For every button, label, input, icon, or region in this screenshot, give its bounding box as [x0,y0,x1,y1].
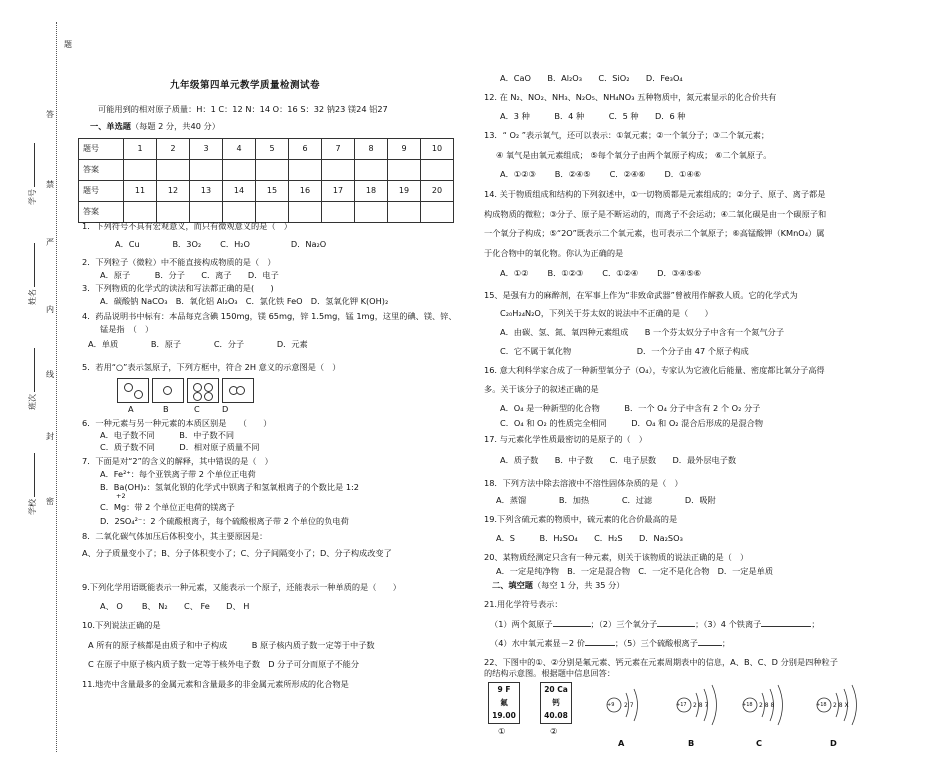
question-number: 10 [421,139,454,160]
question-number: 20 [421,181,454,202]
class-field[interactable] [28,348,38,410]
question-number: 12 [157,181,190,202]
element-mass: 19.00 [492,711,516,720]
question-number: 5 [256,139,289,160]
answer-blank[interactable] [553,626,591,627]
q5-option-d-box [222,378,254,403]
question-number: 17 [322,181,355,202]
seal-char: 密 [46,497,54,506]
particle-label: D [830,738,837,748]
question-number: 9 [388,139,421,160]
answer-blank[interactable] [761,626,811,627]
question-22-cont: 的结构示意图。根据题中信息回答： [484,668,616,678]
answer-blank[interactable] [657,626,695,627]
question-15-cont: C₂₀H₂₄N₂O，下列关于芬太奴的说法中不正确的是（ ） [500,308,713,318]
particle-label: A [618,738,625,748]
seal-char: 题 [64,40,72,49]
question-19: 19.下列含硫元素的物质中，硫元素的化合价最高的是 [484,514,678,524]
question-2-options: A．原子 B．分子 C．离子 D．电子 [100,270,279,280]
question-12: 12. 在 N₂、NO₂、NH₃、N₂O₅、NH₄NO₃ 五种物质中，氮元素显示的化合价共有 [484,92,777,102]
question-7-option-d: D．2SO₄²⁻：2 个硫酸根离子，每个硫酸根离子带 2 个单位的负电荷 [100,516,349,526]
particle-shells: 2 8 X [833,702,849,709]
question-22: 22、下图中的①、②分别是氟元素、钙元素在元素周期表中的信息，A、B、C、D 分别是四种粒子 [484,657,838,667]
seal-char: 禁 [46,180,54,189]
element-number-symbol: 20 Ca [544,685,568,694]
question-number: 2 [157,139,190,160]
question-3: 3．下列物质的化学式的读法和写法都正确的是( ) [82,283,274,293]
seal-char: 封 [46,432,54,441]
question-21: 21.用化学符号表示： [484,599,563,609]
question-18: 18．下列方法中除去溶液中不溶性固体杂质的是（ ） [484,478,683,488]
particle-nucleus: +17 [676,702,687,708]
answer-cell[interactable] [421,202,454,223]
question-7: 7．下面是对“2”的含义的解释，其中错误的是（ ） [82,456,273,466]
question-number: 13 [190,181,223,202]
q7-superscript: +2 [116,492,126,500]
particle-shells: 2 8 7 [693,702,709,709]
particle-nucleus: +18 [816,702,827,708]
section-note: （每题 2 分，共40 分） [130,121,220,131]
element-mass: 40.08 [544,711,568,720]
question-10-options-cd: C 在原子中原子核内质子数一定等于核外电子数 D 分子可分而原子不能分 [88,659,360,669]
answer-cell[interactable] [256,202,289,223]
blank-prompt: （4）水中氧元素显－2 价 [490,638,585,648]
answer-cell[interactable] [190,160,223,181]
section1-heading [90,121,220,131]
particle-nucleus: +18 [742,702,753,708]
question-number: 4 [223,139,256,160]
element-card-calcium [540,682,572,724]
answer-cell[interactable] [256,160,289,181]
question-8: 8．二氧化碳气体加压后体积变小，其主要原因是： [82,531,268,541]
table-header: 答案 [79,160,124,181]
q5-label-d: D [222,404,229,414]
answer-cell[interactable] [157,160,190,181]
question-2: 2．下列粒子（微粒）中不能直接构成物质的是（ ） [82,257,276,267]
question-number: 14 [223,181,256,202]
question-8-options: A、分子质量变小了；B、分子体积变小了；C、分子间隔变小了；D、分子构成改变了 [82,548,392,558]
question-7-option-b: B．Ba(OH)₂：氢氧化钡的化学式中钡离子和氢氧根离子的个数比是 1:2 [100,482,359,492]
question-number: 19 [388,181,421,202]
question-11: 11.地壳中含量最多的金属元素和含量最多的非金属元素所形成的化合物是 [82,679,349,689]
question-number: 16 [289,181,322,202]
answer-cell[interactable] [289,160,322,181]
blank-prompt: ； [721,638,731,648]
question-4-cont: 锰是指 （ ） [100,324,154,334]
element-mark: ② [550,726,558,736]
question-6-options-ab: A．电子数不同 B．中子数不同 [100,430,235,440]
table-header: 题号 [79,139,124,160]
question-10: 10.下列说法正确的是 [82,620,161,630]
answer-cell[interactable] [157,202,190,223]
seal-char: 内 [46,305,54,314]
answer-cell[interactable] [124,202,157,223]
question-number: 1 [124,139,157,160]
question-14-cont1: 构成物质的微粒；③分子、原子是不断运动的，而离子不会运动；④二氧化碳是由一个碳原子和 [484,209,827,219]
q5-option-a-box [117,378,149,403]
question-6: 6．一种元素与另一种元素的本质区别是 （ ） [82,418,272,428]
question-9-options: A、 O B、 N₂ C、 Fe D、 H [100,601,250,611]
field-label: 学校 [28,499,37,515]
answer-cell[interactable] [223,202,256,223]
question-17-options: A．质子数 B．中子数 C．电子层数 D．最外层电子数 [500,455,737,465]
answer-table [78,138,454,223]
question-1-options: A．Cu B．3O₂ C．H₂O D．Na₂O [115,239,327,249]
question-7-option-c: C．Mg：带 2 个单位正电荷的镁离子 [100,502,235,512]
question-13: 13．“ O₂ ”表示氧气，还可以表示：①氧元素；②一个氧分子；③二个氧元素； [484,130,770,140]
question-4-options: A．单质 B．原子 C．分子 D．元素 [88,339,308,349]
question-number: 8 [355,139,388,160]
answer-blank[interactable] [698,645,722,646]
question-number: 3 [190,139,223,160]
question-14-options: A．①② B．①②③ C．①②④ D．③④⑤⑥ [500,268,702,278]
particle-label: C [756,738,763,748]
seal-char: 严 [46,238,54,247]
section-title: 二、填空题 [492,580,533,590]
question-13-options: A．①②③ B．②④⑤ C．②④⑥ D．①④⑥ [500,169,702,179]
question-11-options: A．CaO B．Al₂O₃ C．SiO₂ D．Fe₃O₄ [500,73,683,83]
question-15-options-ab: A．由碳、氢、氮、氧四种元素组成 B 一个芬太奴分子中含有一个氮气分子 [500,327,785,337]
blank-prompt: ；（2）三个氧分子 [590,619,658,629]
question-number: 7 [322,139,355,160]
answer-cell[interactable] [388,160,421,181]
q5-label-c: C [194,404,200,414]
answer-cell[interactable] [322,202,355,223]
answer-cell[interactable] [355,202,388,223]
question-5: 5．若用“○”表示氢原子，下列方框中，符合 2H 意义的示意图是（ ） [82,362,341,372]
element-name: 钙 [552,698,560,707]
q5-option-c-box [187,378,219,403]
question-7-option-a: A．Fe²⁺：每个亚铁离子带 2 个单位正电荷 [100,469,256,479]
question-21-line1 [490,619,820,629]
particle-shells: 2 7 [624,702,634,709]
answer-cell[interactable] [124,160,157,181]
particle-shells: 2 8 8 [759,702,775,709]
atomic-masses: 可能用到的相对原子质量：H：1 C：12 N：14 O：16 S：32 钠23 镁24 铝27 [98,104,388,114]
question-20-options: A．一定是纯净物 B．一定是混合物 C．一定不是化合物 D．一定是单质 [496,566,774,576]
question-14-cont2: 一个氧分子构成；⑤“2O”既表示二个氧元素，也可表示二个氧原子；⑥高锰酸钾（KMnO₄）属 [484,228,825,238]
question-15-options-cd: C．它不属于氧化物 D．一个分子由 47 个原子构成 [500,346,749,356]
question-6-options-cd: C．质子数不同 D．相对原子质量不同 [100,442,260,452]
field-label: 学号 [28,189,37,205]
element-number-symbol: 9 F [497,685,511,694]
answer-cell[interactable] [388,202,421,223]
question-14: 14. 关于物质组成和结构的下列叙述中，①一切物质都是元素组成的；②分子、原子、离子都是 [484,189,826,199]
particle-label: B [688,738,695,748]
question-9: 9.下列化学用语既能表示一种元素，又能表示一个原子，还能表示一种单质的是（ ） [82,582,401,592]
answer-cell[interactable] [355,160,388,181]
question-number: 18 [355,181,388,202]
answer-cell[interactable] [190,202,223,223]
table-header: 答案 [79,202,124,223]
field-label: 姓名 [28,289,37,305]
answer-cell[interactable] [421,160,454,181]
question-21-line2 [490,638,730,648]
question-4: 4．药品说明书中标有：本品每克含碘 150mg，镁 65mg，锌 1.5mg，锰 1mg，这里的碘、镁、锌、 [82,311,457,321]
blank-prompt: ；（5）三个硫酸根离子 [614,638,698,648]
section2-heading [492,580,625,590]
section-note: （每空 1 分，共 35 分） [532,580,625,590]
answer-blank[interactable] [585,645,615,646]
question-16-options-ab: A．O₄ 是一种新型的化合物 B．一个 O₄ 分子中含有 2 个 O₂ 分子 [500,403,761,413]
question-16-options-cd: C．O₄ 和 O₂ 的性质完全相同 D．O₄ 和 O₂ 混合后形成的是混合物 [500,418,764,428]
question-12-options: A．3 种 B．4 种 C．5 种 D．6 种 [500,111,686,121]
page-title: 九年级第四单元教学质量检测试卷 [170,80,321,91]
blank-prompt: ； [811,619,820,629]
question-16: 16. 意大利科学家合成了一种新型氧分子（O₄），专家认为它液化后能量、密度都比氧分子高得 [484,365,825,375]
element-name: 氟 [500,698,508,707]
question-13-cont: ④ 氧气是由氧元素组成； ⑤每个氧分子由两个氧原子构成； ⑥二个氧原子。 [496,150,772,160]
question-18-options: A．蒸馏 B．加热 C．过滤 D．吸附 [496,495,716,505]
question-number: 15 [256,181,289,202]
seal-char: 线 [46,370,54,379]
blank-prompt: （1）两个氮原子 [490,619,553,629]
q5-option-b-box [152,378,184,403]
binding-margin [0,0,70,763]
seal-dotted-line [56,22,57,752]
question-10-options-ab: A 所有的原子核都是由质子和中子构成 B 原子核内质子数一定等于中子数 [88,640,375,650]
q5-label-a: A [128,404,134,414]
question-1: 1．下列符号不具有宏观意义，而只有微观意义的是（ ） [82,221,292,231]
question-14-cont3: 于化合物中的氧化物。你认为正确的是 [484,248,624,258]
seal-char: 答 [46,110,54,119]
section-title: 一、单选题 [90,121,131,131]
particle-nucleus: +9 [607,702,615,708]
question-15: 15、是强有力的麻醉剂，在军事上作为“非致命武器”曾被用作解救人质。它的化学式为 [484,290,798,300]
question-17: 17. 与元素化学性质最密切的是原子的（ ） [484,434,647,444]
answer-cell[interactable] [223,160,256,181]
element-mark: ① [498,726,506,736]
question-16-cont: 多。关于该分子的叙述正确的是 [484,384,599,394]
blank-prompt: ；（3）4 个铁离子 [695,619,762,629]
question-number: 6 [289,139,322,160]
student-id-field[interactable] [28,143,38,205]
school-field[interactable] [28,453,38,515]
field-label: 班次 [28,394,37,410]
student-name-field[interactable] [28,243,38,305]
table-header: 题号 [79,181,124,202]
answer-cell[interactable] [289,202,322,223]
q5-label-b: B [163,404,169,414]
question-number: 11 [124,181,157,202]
question-20: 20、某物质经测定只含有一种元素，则关于该物质的说法正确的是（ ） [484,552,749,562]
question-3-options: A．碳酸钠 NaCO₃ B．氧化铝 Al₂O₃ C．氯化铁 FeO D．氢氧化钾 K(OH)₂ [100,296,389,306]
question-19-options: A．S B．H₂SO₄ C．H₂S D．Na₂SO₃ [496,533,683,543]
answer-cell[interactable] [322,160,355,181]
element-card-fluorine [488,682,520,724]
